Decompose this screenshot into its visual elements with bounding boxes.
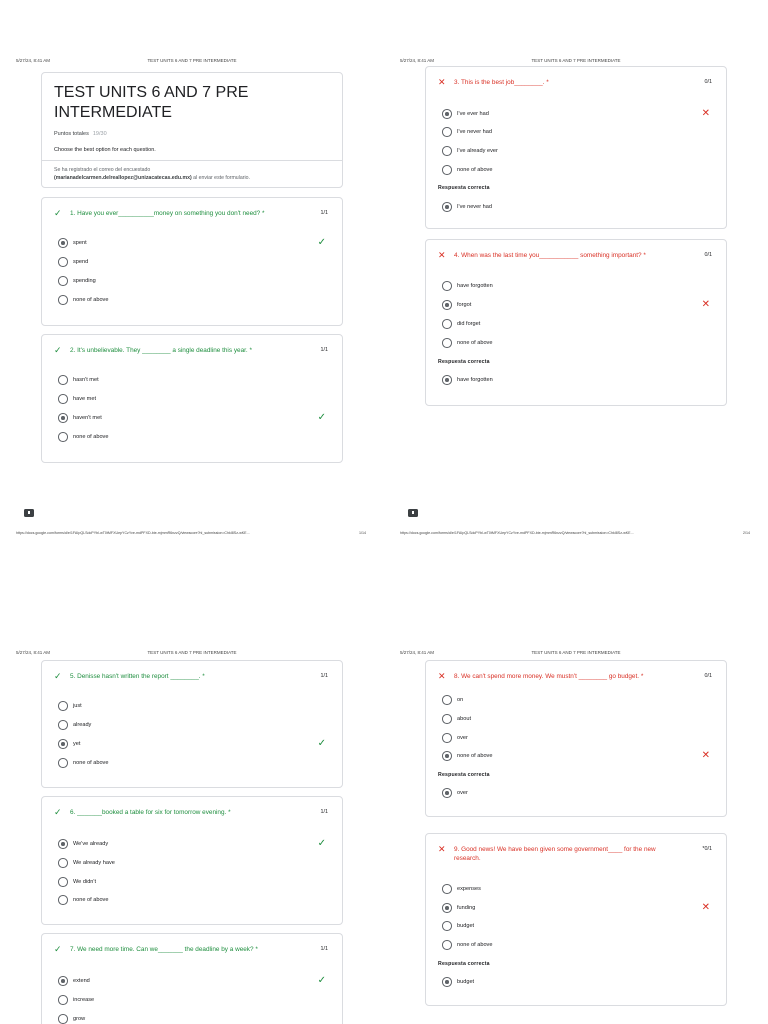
radio-icon[interactable] <box>442 733 452 743</box>
option-radio[interactable] <box>442 127 714 137</box>
print-title: TEST UNITS 6 AND 7 PRE INTERMEDIATE <box>147 650 237 655</box>
print-date: 5/27/24, 8:41 AM <box>400 58 435 63</box>
page-header <box>16 58 368 66</box>
footer-url: https://docs.google.com/forms/d/e/1FAIpQLSdcPYbl-wT0tMFXUepYCzYve-mdPFXD-bie-mjmmR6nzzQ/viewscore?hl_submission=ChkI8Sz-wKE... <box>16 531 250 535</box>
radio-icon[interactable] <box>442 884 452 894</box>
option-label: spending <box>73 278 96 284</box>
check-icon: ✓ <box>317 237 326 248</box>
print-date: 5/27/24, 8:41 AM <box>16 650 51 655</box>
option-radio[interactable] <box>58 976 330 986</box>
radio-selected-icon[interactable] <box>58 739 68 749</box>
option-radio[interactable] <box>58 858 330 868</box>
radio-icon[interactable] <box>442 281 452 291</box>
option-label: about <box>457 716 471 722</box>
option-radio[interactable] <box>58 701 330 711</box>
correct-answer-label: Respuesta correcta <box>438 185 490 191</box>
radio-icon[interactable] <box>442 940 452 950</box>
question-text: 8. We can't spend more money. We mustn't ________ go budget. * <box>454 673 644 680</box>
question-score: 1/1 <box>320 809 328 815</box>
question-card-6 <box>41 796 343 925</box>
option-label: none of above <box>73 434 109 440</box>
page-number: 1/14 <box>359 531 366 535</box>
option-radio[interactable] <box>58 432 330 442</box>
option-radio[interactable] <box>442 733 714 743</box>
cross-icon: ✕ <box>438 77 446 87</box>
cross-icon: ✕ <box>438 250 446 260</box>
option-radio[interactable] <box>58 394 330 404</box>
option-label: have forgotten <box>457 283 493 289</box>
option-label: none of above <box>73 760 109 766</box>
check-icon: ✓ <box>54 671 62 681</box>
radio-icon[interactable] <box>58 375 68 385</box>
question-card-7 <box>41 933 343 1024</box>
question-score: 1/1 <box>320 210 328 216</box>
option-radio[interactable] <box>442 165 714 175</box>
page-header <box>400 58 752 66</box>
option-label: yet <box>73 741 81 747</box>
question-text: 1. Have you ever__________money on something you don't need? * <box>70 210 265 217</box>
radio-icon[interactable] <box>442 319 452 329</box>
question-score: 0/1 <box>704 252 712 258</box>
form-title-card <box>41 72 343 188</box>
radio-icon[interactable] <box>58 720 68 730</box>
option-label: on <box>457 697 464 703</box>
feedback-icon[interactable] <box>408 509 418 517</box>
question-card-5 <box>41 660 343 788</box>
question-text: 6. _______booked a table for six for tomorrow evening. * <box>70 809 231 816</box>
option-label: have forgotten <box>457 377 493 383</box>
option-label: We didn't <box>73 879 97 885</box>
divider <box>42 160 342 161</box>
option-label: increase <box>73 997 95 1003</box>
question-card-2 <box>41 334 343 463</box>
radio-selected-icon[interactable] <box>442 300 452 310</box>
option-label: none of above <box>73 897 109 903</box>
check-icon: ✓ <box>54 345 62 355</box>
option-label: already <box>73 722 92 728</box>
option-label: I've never had <box>457 129 492 135</box>
option-label: spent <box>73 240 87 246</box>
radio-icon[interactable] <box>442 921 452 931</box>
radio-selected-icon <box>442 375 452 385</box>
page-header <box>16 650 368 658</box>
correct-answer-label: Respuesta correcta <box>438 772 490 778</box>
option-label: forgot <box>457 302 472 308</box>
print-date: 5/27/24, 8:41 AM <box>16 58 51 63</box>
option-label: have met <box>73 396 97 402</box>
correct-answer-label: Respuesta correcta <box>438 961 490 967</box>
option-label: expenses <box>457 886 481 892</box>
question-card-4 <box>425 239 727 406</box>
option-radio[interactable] <box>442 300 714 310</box>
radio-icon[interactable] <box>58 995 68 1005</box>
cross-icon: ✕ <box>701 902 710 913</box>
correct-answer-option <box>442 977 714 987</box>
question-text: 3. This is the best job________. * <box>454 79 549 86</box>
option-radio[interactable] <box>58 839 330 849</box>
question-text: 9. Good news! We have been given some government____ for the new research. <box>454 846 656 862</box>
page-footer <box>400 531 752 539</box>
check-icon: ✓ <box>54 208 62 218</box>
radio-selected-icon[interactable] <box>58 976 68 986</box>
check-icon: ✓ <box>317 838 326 849</box>
option-radio[interactable] <box>58 720 330 730</box>
option-label: We already have <box>73 860 115 866</box>
option-radio[interactable] <box>442 751 714 761</box>
check-icon: ✓ <box>317 975 326 986</box>
question-text: 2. It's unbelievable. They ________ a single deadline this year. * <box>70 347 252 354</box>
option-label: over <box>457 735 468 741</box>
footer-url: https://docs.google.com/forms/d/e/1FAIpQLSdcPYbl-wT0tMFXUepYCzYve-mdPFXD-bie-mjmmR6nzzQ/viewscore?hl_submission=ChkI8Sz-wKE... <box>400 531 634 535</box>
radio-icon[interactable] <box>442 714 452 724</box>
option-radio[interactable] <box>58 413 330 423</box>
radio-icon[interactable] <box>58 858 68 868</box>
question-score: 0/1 <box>704 79 712 85</box>
option-label: haven't met <box>73 415 102 421</box>
radio-selected-icon <box>442 788 452 798</box>
radio-icon[interactable] <box>442 165 452 175</box>
option-radio[interactable] <box>442 940 714 950</box>
radio-icon[interactable] <box>58 758 68 768</box>
print-date: 5/27/24, 8:41 AM <box>400 650 435 655</box>
cross-icon: ✕ <box>701 750 710 761</box>
cross-icon: ✕ <box>701 108 710 119</box>
email-prefix: Se ha registrado el correo del encuestado <box>54 167 151 173</box>
question-card-8 <box>425 660 727 817</box>
option-radio[interactable] <box>442 319 714 329</box>
option-label: grow <box>73 1016 86 1022</box>
option-label: spend <box>73 259 89 265</box>
points-value: 19/30 <box>92 131 107 137</box>
question-card-3 <box>425 66 727 229</box>
question-text: 4. When was the last time you___________ something important? * <box>454 252 646 259</box>
question-card-9 <box>425 833 727 1006</box>
option-radio[interactable] <box>58 877 330 887</box>
email-suffix: al enviar este formulario. <box>191 175 250 181</box>
option-radio[interactable] <box>442 921 714 931</box>
check-icon: ✓ <box>317 738 326 749</box>
radio-icon[interactable] <box>58 394 68 404</box>
option-radio[interactable] <box>58 276 330 286</box>
page-header <box>400 650 752 658</box>
option-label: just <box>73 703 82 709</box>
option-label: over <box>457 790 468 796</box>
correct-answer-option <box>442 202 714 212</box>
radio-selected-icon[interactable] <box>58 413 68 423</box>
option-label: budget <box>457 979 475 985</box>
option-radio[interactable] <box>58 375 330 385</box>
question-score: 0/1 <box>704 673 712 679</box>
option-radio[interactable] <box>442 903 714 913</box>
question-text: 7. We need more time. Can we_______ the deadline by a week? * <box>70 946 258 953</box>
check-icon: ✓ <box>54 944 62 954</box>
form-title: TEST UNITS 6 AND 7 PRE INTERMEDIATE <box>54 84 249 121</box>
option-label: I've ever had <box>457 111 489 117</box>
respondent-email-note <box>54 166 330 182</box>
print-title: TEST UNITS 6 AND 7 PRE INTERMEDIATE <box>531 650 621 655</box>
page-4 <box>384 592 768 1024</box>
radio-icon[interactable] <box>442 146 452 156</box>
page-number: 2/14 <box>743 531 750 535</box>
option-radio[interactable] <box>442 695 714 705</box>
option-radio[interactable] <box>58 895 330 905</box>
radio-selected-icon[interactable] <box>442 109 452 119</box>
radio-selected-icon <box>442 202 452 212</box>
option-label: none of above <box>457 942 493 948</box>
question-score: 1/1 <box>320 946 328 952</box>
page-1 <box>0 0 384 540</box>
option-label: extend <box>73 978 90 984</box>
option-label: none of above <box>457 340 493 346</box>
radio-icon[interactable] <box>58 295 68 305</box>
option-radio[interactable] <box>58 739 330 749</box>
option-label: I've never had <box>457 204 492 210</box>
option-radio[interactable] <box>442 146 714 156</box>
option-radio[interactable] <box>442 884 714 894</box>
question-card-1 <box>41 197 343 326</box>
radio-icon[interactable] <box>442 695 452 705</box>
option-label: We've already <box>73 841 109 847</box>
question-score: 1/1 <box>320 347 328 353</box>
check-icon: ✓ <box>317 412 326 423</box>
feedback-icon[interactable] <box>24 509 34 517</box>
option-label: budget <box>457 923 475 929</box>
page-3 <box>0 592 384 1024</box>
question-score: *0/1 <box>702 846 712 852</box>
option-radio[interactable] <box>58 238 330 248</box>
option-radio[interactable] <box>58 758 330 768</box>
radio-icon[interactable] <box>442 338 452 348</box>
radio-icon[interactable] <box>58 257 68 267</box>
option-label: I've already ever <box>457 148 498 154</box>
radio-selected-icon[interactable] <box>442 903 452 913</box>
radio-icon[interactable] <box>58 276 68 286</box>
option-radio[interactable] <box>58 295 330 305</box>
correct-answer-label: Respuesta correcta <box>438 359 490 365</box>
question-text: 5. Denisse hasn't written the report ________. * <box>70 673 205 680</box>
option-label: did forget <box>457 321 481 327</box>
option-label: none of above <box>457 167 493 173</box>
cross-icon: ✕ <box>701 299 710 310</box>
total-points <box>54 131 330 137</box>
print-title: TEST UNITS 6 AND 7 PRE INTERMEDIATE <box>531 58 621 63</box>
option-radio[interactable] <box>442 281 714 291</box>
cross-icon: ✕ <box>438 844 446 854</box>
option-label: none of above <box>457 753 493 759</box>
option-label: funding <box>457 905 476 911</box>
page-footer <box>16 531 368 539</box>
check-icon: ✓ <box>54 807 62 817</box>
radio-selected-icon[interactable] <box>58 238 68 248</box>
option-radio[interactable] <box>442 338 714 348</box>
print-title: TEST UNITS 6 AND 7 PRE INTERMEDIATE <box>147 58 237 63</box>
cross-icon: ✕ <box>438 671 446 681</box>
form-instructions: Choose the best option for each question. <box>54 147 156 153</box>
option-radio[interactable] <box>442 109 714 119</box>
correct-answer-option <box>442 788 714 798</box>
radio-selected-icon <box>442 977 452 987</box>
option-radio[interactable] <box>58 995 330 1005</box>
option-radio[interactable] <box>442 714 714 724</box>
question-score: 1/1 <box>320 673 328 679</box>
radio-icon[interactable] <box>58 877 68 887</box>
radio-icon[interactable] <box>58 1014 68 1024</box>
page-2 <box>384 0 768 540</box>
radio-selected-icon[interactable] <box>442 751 452 761</box>
option-label: none of above <box>73 297 109 303</box>
option-radio[interactable] <box>58 257 330 267</box>
radio-selected-icon[interactable] <box>58 839 68 849</box>
radio-icon[interactable] <box>58 895 68 905</box>
radio-icon[interactable] <box>58 432 68 442</box>
radio-icon[interactable] <box>58 701 68 711</box>
correct-answer-option <box>442 375 714 385</box>
radio-icon[interactable] <box>442 127 452 137</box>
option-label: hasn't met <box>73 377 99 383</box>
points-label: Puntos totales <box>54 131 89 137</box>
respondent-email: (marianadelcarmen.delreallopez@unizacatecas.edu.mx) <box>54 175 192 181</box>
option-radio[interactable] <box>58 1014 330 1024</box>
